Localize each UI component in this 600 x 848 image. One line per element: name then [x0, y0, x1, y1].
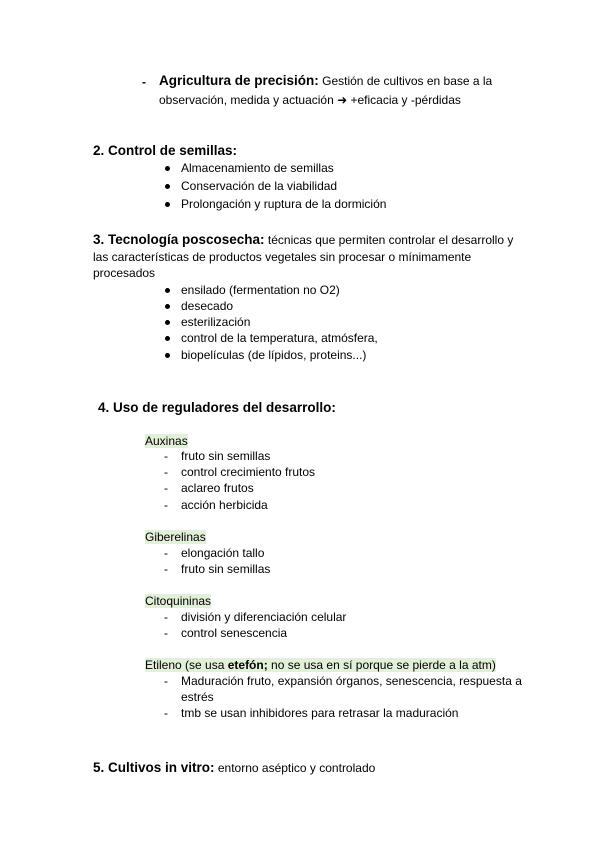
- seed-item: Prolongación y ruptura de la dormición: [181, 197, 387, 211]
- bullet-icon: [165, 336, 170, 341]
- postharvest-item: ensilado (fermentation no O2): [181, 283, 340, 297]
- seed-item: Conservación de la viabilidad: [181, 179, 338, 193]
- etileno-title: [145, 657, 496, 673]
- bullet-icon: [165, 184, 170, 189]
- dash-icon: -: [164, 706, 168, 720]
- bullet-icon: [165, 304, 170, 309]
- list-dash: -: [142, 75, 146, 89]
- postharvest-text-2: las características de productos vegetales sin procesar o mínimamente: [93, 250, 472, 264]
- etileno-item-2: tmb se usan inhibidores para retrasar la maduración: [181, 706, 459, 720]
- etileno-item-1-line-1: Maduración fruto, expansión órganos, senescencia, respuesta a: [181, 674, 522, 688]
- seed-control-heading: 2. Control de semillas:: [93, 143, 238, 158]
- bullet-icon: [165, 353, 170, 358]
- citoquininas-title: Citoquininas: [145, 594, 212, 608]
- auxinas-item: acción herbicida: [181, 498, 268, 512]
- dash-icon: -: [164, 481, 168, 495]
- precision-text-2: observación, medida y actuación ➜ +eficacia y -pérdidas: [159, 93, 461, 107]
- postharvest-text-3: procesados: [93, 266, 156, 280]
- section-in-vitro: [93, 760, 375, 776]
- dash-icon: -: [164, 465, 168, 479]
- postharvest-item: esterilización: [181, 315, 251, 329]
- giberelinas-title: Giberelinas: [145, 530, 206, 544]
- citoquininas-item: control senescencia: [181, 626, 288, 640]
- etileno-item-1-line-2: estrés: [181, 690, 214, 704]
- precision-line-1: [159, 73, 492, 89]
- seed-item: Almacenamiento de semillas: [181, 161, 334, 175]
- citoquininas-item: división y diferenciación celular: [181, 610, 347, 624]
- giberelinas-item: elongación tallo: [181, 546, 265, 560]
- auxinas-title: Auxinas: [145, 434, 188, 448]
- dash-icon: -: [164, 674, 168, 688]
- precision-text-1: Gestión de cultivos en base a la: [322, 74, 493, 88]
- postharvest-item: biopelículas (de lípidos, proteins...): [181, 348, 367, 362]
- bullet-icon: [165, 202, 170, 207]
- regulators-heading: 4. Uso de reguladores del desarrollo:: [98, 400, 336, 415]
- auxinas-item: control crecimiento frutos: [181, 465, 316, 479]
- postharvest-text-1: técnicas que permiten controlar el desarrollo y: [267, 233, 514, 247]
- auxinas-item: aclareo frutos: [181, 481, 254, 495]
- giberelinas-item: fruto sin semillas: [181, 562, 271, 576]
- dash-icon: -: [164, 562, 168, 576]
- dash-icon: -: [164, 546, 168, 560]
- postharvest-item: desecado: [181, 299, 234, 313]
- postharvest-line-1: [93, 232, 513, 248]
- etileno-title-c: no se usa en sí porque se pierde a la atm): [267, 658, 496, 672]
- auxinas-item: fruto sin semillas: [181, 449, 271, 463]
- dash-icon: -: [164, 498, 168, 512]
- etileno-title-a: Etileno (se usa: [145, 658, 228, 672]
- dash-icon: -: [164, 626, 168, 640]
- postharvest-heading: 3. Tecnología poscosecha:: [93, 232, 265, 247]
- bullet-icon: [165, 288, 170, 293]
- etileno-title-b: etefón;: [227, 658, 268, 672]
- dash-icon: -: [164, 610, 168, 624]
- postharvest-item: control de la temperatura, atmósfera,: [181, 331, 378, 345]
- dash-icon: -: [164, 449, 168, 463]
- bullet-icon: [165, 166, 170, 171]
- in-vitro-text: entorno aséptico y controlado: [217, 761, 376, 775]
- in-vitro-heading: 5. Cultivos in vitro:: [93, 760, 215, 775]
- precision-term: Agricultura de precisión:: [159, 73, 319, 88]
- bullet-icon: [165, 320, 170, 325]
